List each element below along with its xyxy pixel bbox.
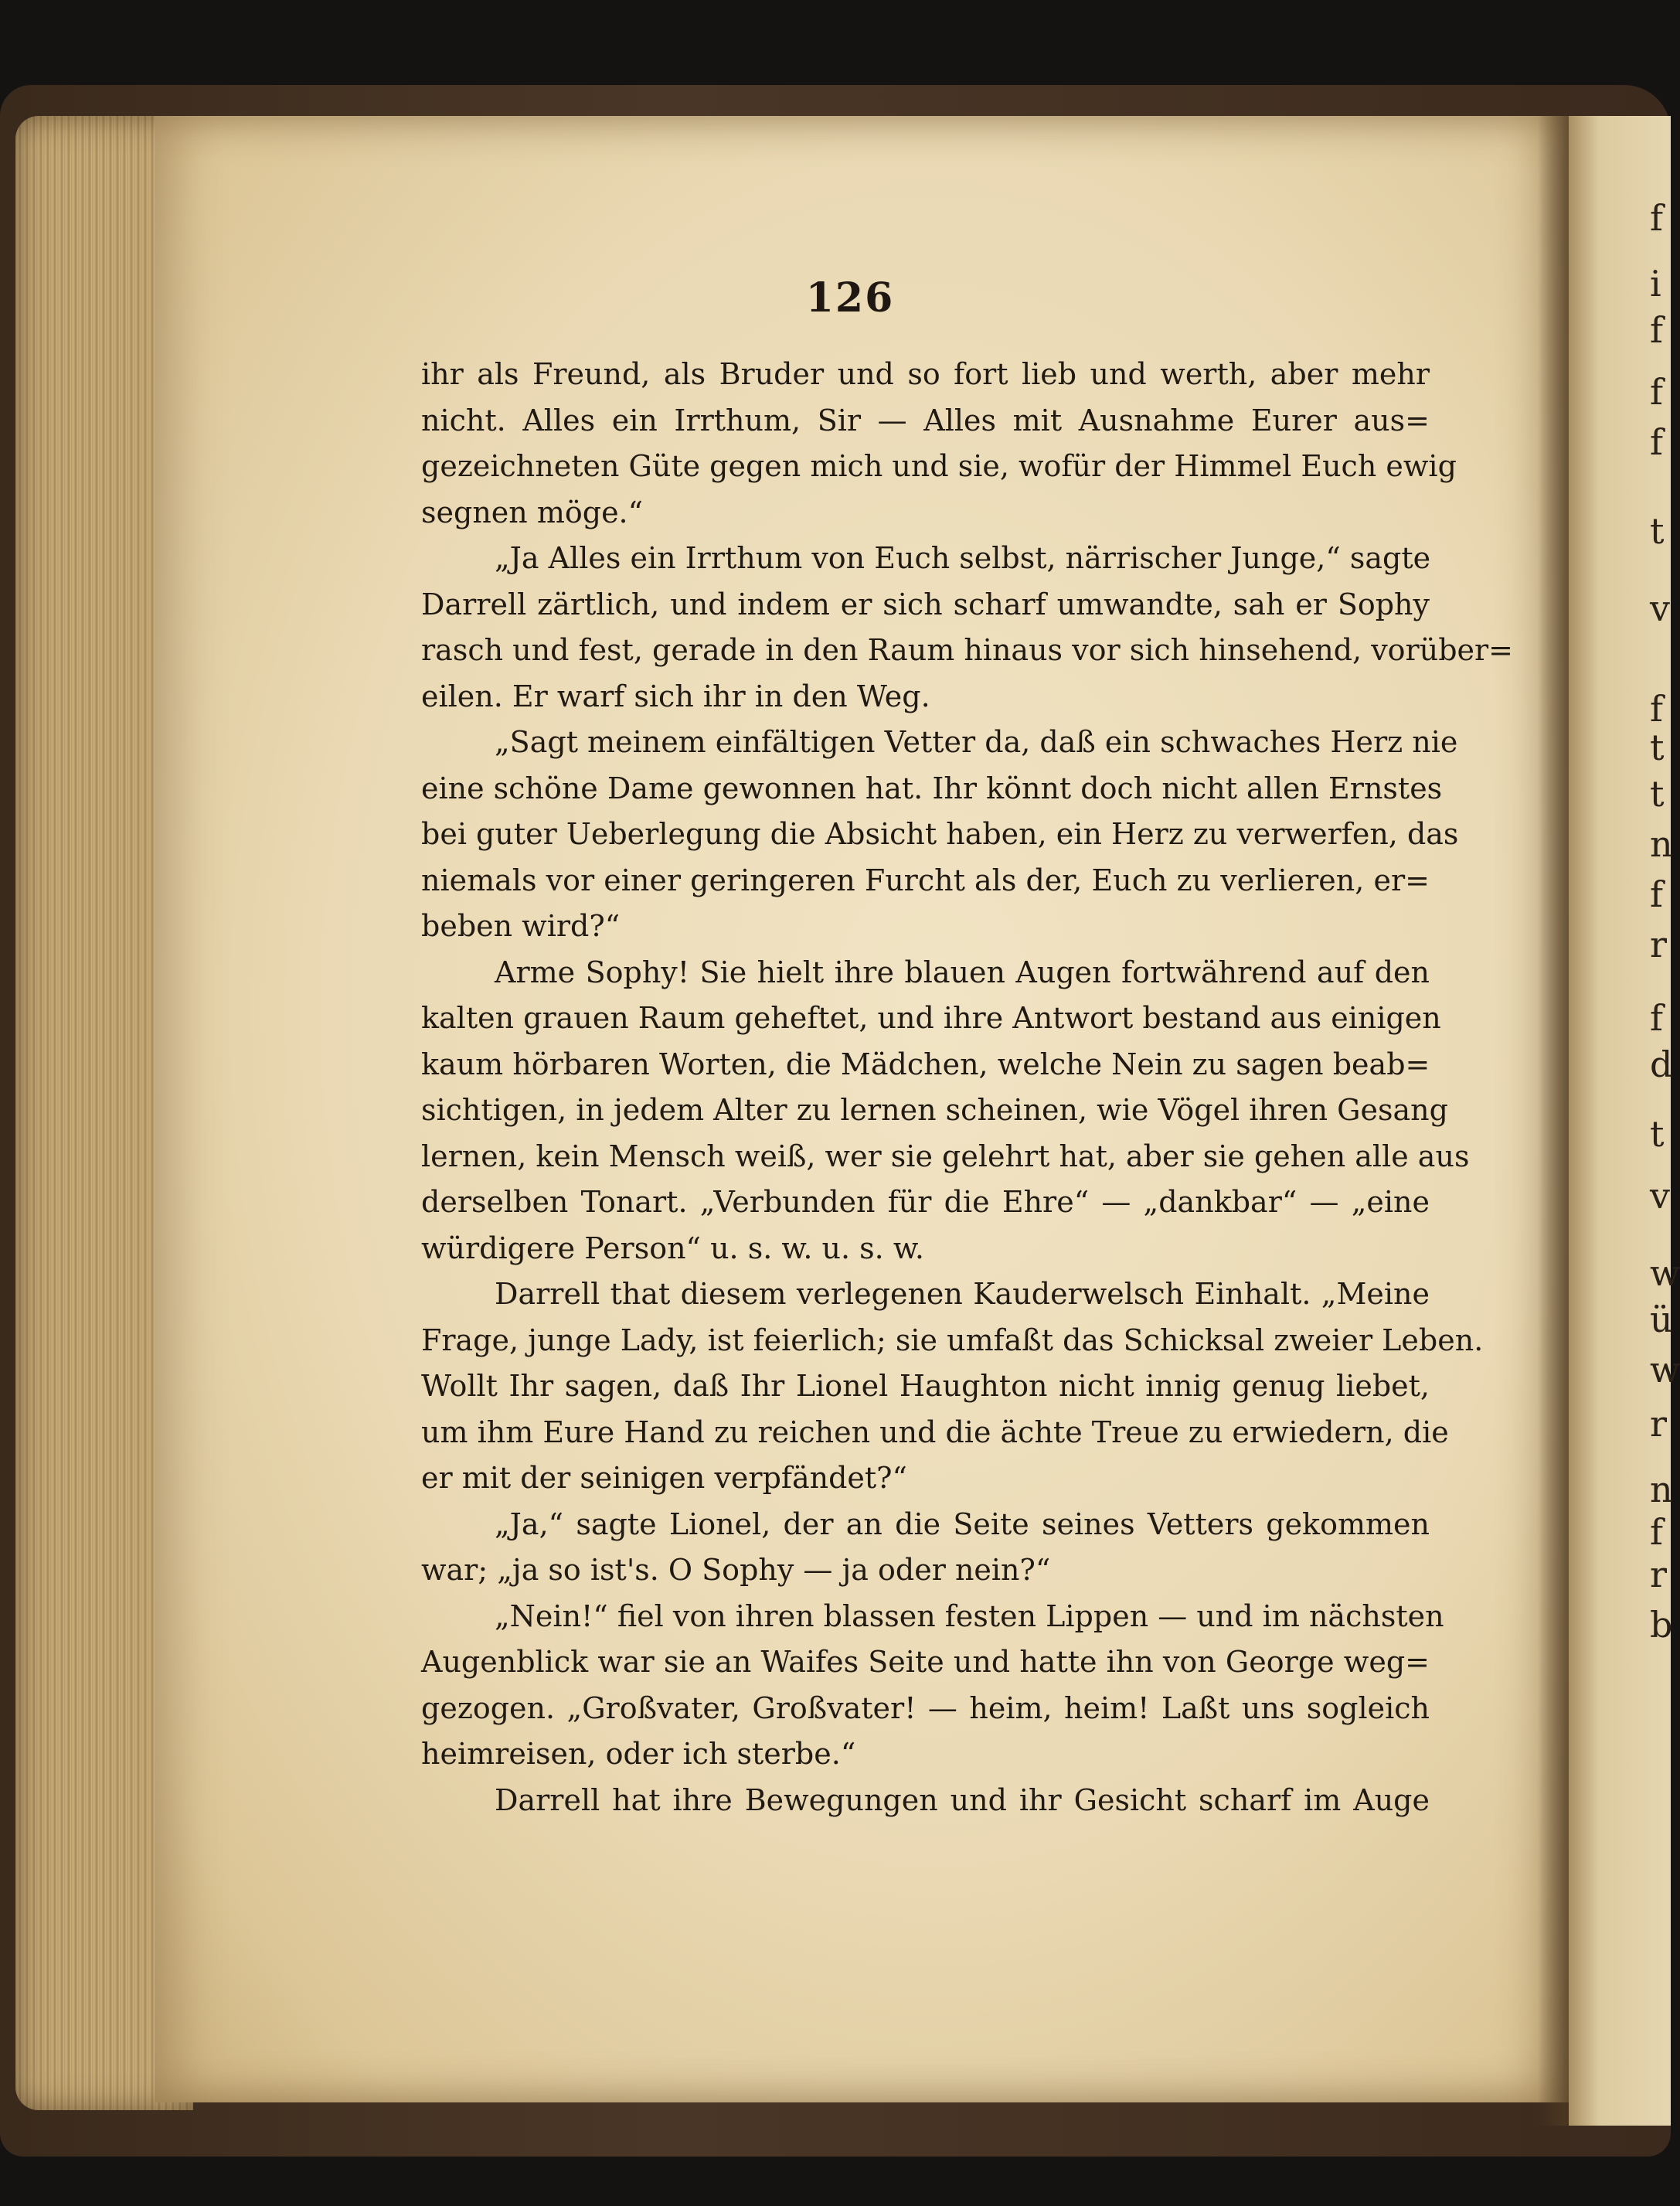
next-page-fragment: r bbox=[1650, 924, 1667, 965]
text-line: „Sagt meinem einfältigen Vetter da, daß ein schwaches Herz nie bbox=[495, 725, 1458, 759]
next-page-fragment: b bbox=[1650, 1604, 1673, 1646]
next-page-fragment: t bbox=[1650, 1113, 1665, 1155]
next-page-fragment: f bbox=[1650, 421, 1664, 463]
next-page-fragment: r bbox=[1650, 1403, 1667, 1445]
text-line: gezeichneten Güte gegen mich und sie, wofür der Himmel Euch ewig bbox=[421, 449, 1457, 483]
text-line: um ihm Eure Hand zu reichen und die ächte Treue zu erwiedern, die bbox=[421, 1414, 1449, 1449]
next-page-fragment: ü bbox=[1650, 1299, 1673, 1340]
text-line: eine schöne Dame gewonnen hat. Ihr könnt doch nicht allen Ernstes bbox=[421, 771, 1443, 805]
next-page-fragment: v bbox=[1650, 1175, 1670, 1217]
text-line: Wollt Ihr sagen, daß Ihr Lionel Haughton nicht innig genug liebet, bbox=[421, 1369, 1430, 1403]
text-line: Augenblick war sie an Waifes Seite und hatte ihn von George weg= bbox=[421, 1645, 1430, 1679]
text-line: beben wird?“ bbox=[421, 909, 621, 943]
text-line: Arme Sophy! Sie hielt ihre blauen Augen fortwährend auf den bbox=[495, 955, 1430, 989]
text-line: war; „ja so ist's. O Sophy — ja oder nein?“ bbox=[421, 1553, 1051, 1587]
next-page-fragment: n bbox=[1650, 823, 1673, 865]
text-line: „Ja,“ sagte Lionel, der an die Seite seines Vetters gekommen bbox=[495, 1506, 1430, 1541]
page-number: 126 bbox=[805, 274, 895, 322]
text-line: rasch und fest, gerade in den Raum hinaus vor sich hinsehend, vorüber= bbox=[421, 633, 1514, 667]
page-body-text bbox=[421, 352, 1514, 1823]
text-line: bei guter Ueberlegung die Absicht haben, ein Herz zu verwerfen, das bbox=[421, 817, 1459, 851]
text-line: nicht. Alles ein Irrthum, Sir — Alles mit Ausnahme Eurer aus= bbox=[421, 403, 1430, 437]
next-page-fragment: t bbox=[1650, 773, 1665, 815]
text-line: heimreisen, oder ich sterbe.“ bbox=[421, 1737, 856, 1771]
text-line: Darrell zärtlich, und indem er sich scharf umwandte, sah er Sophy bbox=[421, 587, 1430, 621]
text-line: niemals vor einer geringeren Furcht als der, Euch zu verlieren, er= bbox=[421, 863, 1430, 897]
text-line: Frage, junge Lady, ist feierlich; sie umfaßt das Schicksal zweier Leben. bbox=[421, 1323, 1484, 1357]
next-page-fragment: r bbox=[1650, 1554, 1667, 1595]
text-line: segnen möge.“ bbox=[421, 495, 644, 529]
next-page-fragment: t bbox=[1650, 727, 1665, 768]
next-page-fragment: d bbox=[1650, 1043, 1673, 1085]
next-page-fragment: f bbox=[1650, 1511, 1664, 1553]
text-line: kalten grauen Raum geheftet, und ihre Antwort bestand aus einigen bbox=[421, 1001, 1441, 1035]
text-line: kaum hörbaren Worten, die Mädchen, welche Nein zu sagen beab= bbox=[421, 1047, 1430, 1081]
text-line: er mit der seinigen verpfändet?“ bbox=[421, 1461, 907, 1495]
next-page-fragment: f bbox=[1650, 197, 1664, 239]
text-line: würdigere Person“ u. s. w. u. s. w. bbox=[421, 1231, 924, 1265]
text-line: „Ja Alles ein Irrthum von Euch selbst, närrischer Junge,“ sagte bbox=[495, 541, 1431, 575]
text-line: „Nein!“ fiel von ihren blassen festen Lippen — und im nächsten bbox=[495, 1598, 1444, 1633]
next-page-fragment: t bbox=[1650, 510, 1665, 552]
text-line: derselben Tonart. „Verbunden für die Ehre“ — „dankbar“ — „eine bbox=[421, 1185, 1430, 1219]
next-page-fragment: f bbox=[1650, 873, 1664, 915]
text-line: gezogen. „Großvater, Großvater! — heim, heim! Laßt uns sogleich bbox=[421, 1690, 1430, 1725]
next-page-fragment: w bbox=[1650, 1252, 1680, 1294]
next-page-fragment: f bbox=[1650, 309, 1664, 351]
text-line: Darrell hat ihre Bewegungen und ihr Gesicht scharf im Auge bbox=[495, 1782, 1430, 1817]
next-page-fragment: f bbox=[1650, 997, 1664, 1039]
next-page-fragment: f bbox=[1650, 688, 1664, 730]
next-page-fragment: f bbox=[1650, 371, 1664, 413]
text-line: eilen. Er warf sich ihr in den Weg. bbox=[421, 679, 930, 713]
next-page-fragment: v bbox=[1650, 587, 1670, 629]
text-line: ihr als Freund, als Bruder und so fort lieb und werth, aber mehr bbox=[421, 357, 1430, 391]
text-line: lernen, kein Mensch weiß, wer sie gelehrt hat, aber sie gehen alle aus bbox=[421, 1139, 1470, 1173]
text-line: Darrell that diesem verlegenen Kauderwelsch Einhalt. „Meine bbox=[495, 1277, 1430, 1311]
text-line: sichtigen, in jedem Alter zu lernen scheinen, wie Vögel ihren Gesang bbox=[421, 1093, 1448, 1127]
next-page-fragment: i bbox=[1650, 263, 1661, 305]
next-page-fragment: n bbox=[1650, 1469, 1673, 1510]
next-page-fragment: w bbox=[1650, 1349, 1680, 1391]
